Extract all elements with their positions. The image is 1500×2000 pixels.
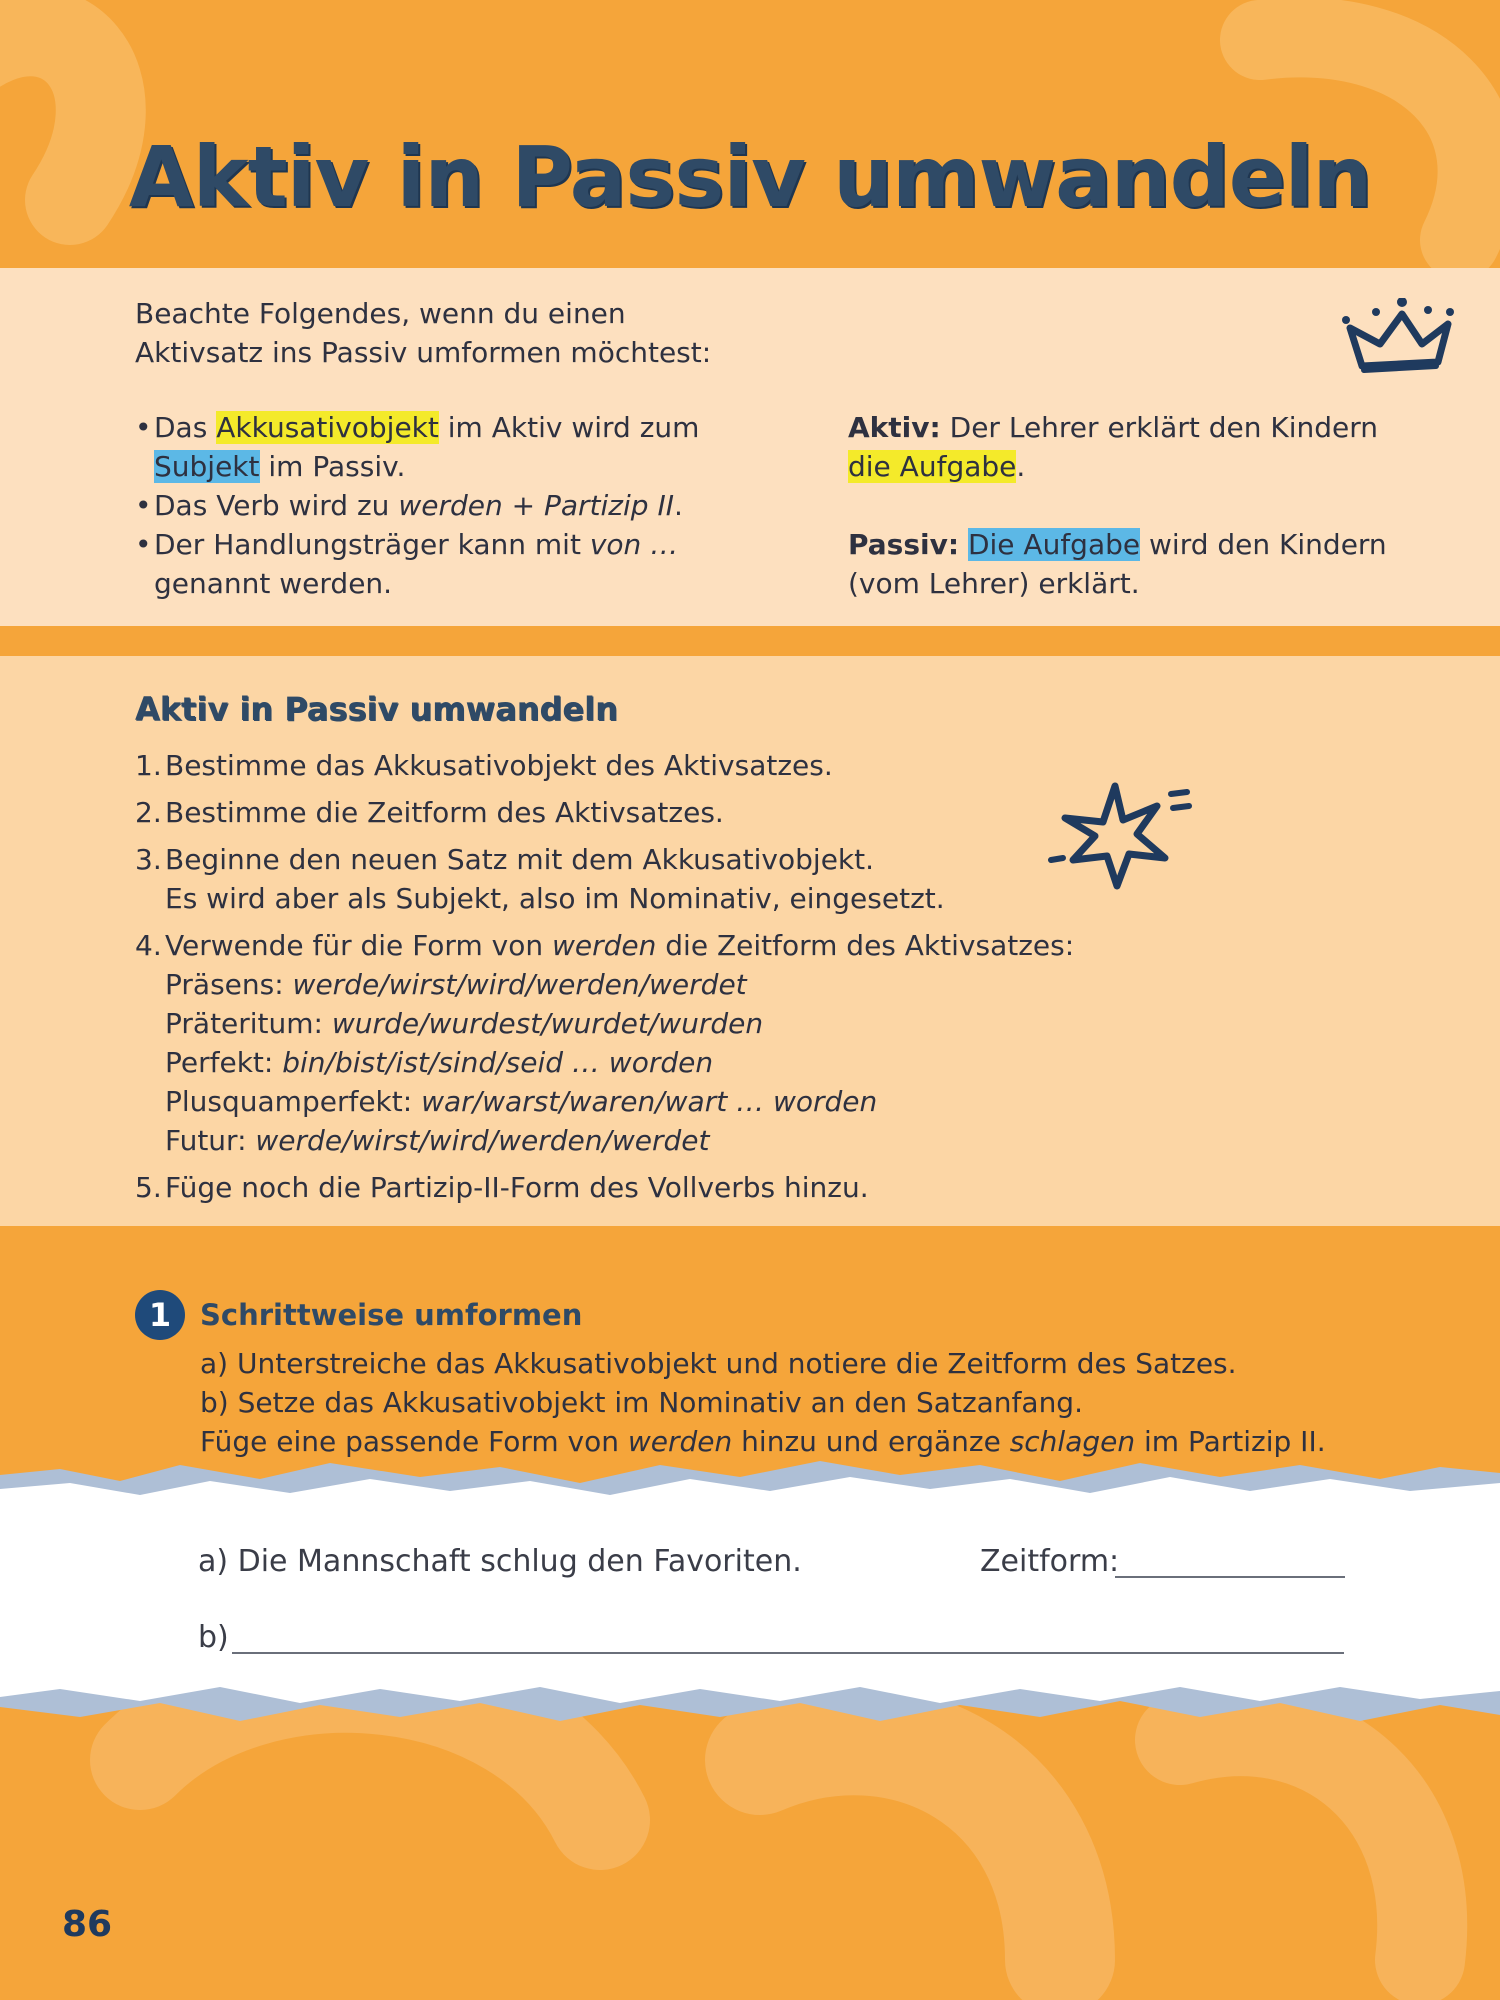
star-burst-icon	[1045, 776, 1195, 896]
rule-item: • Der Handlungsträger kann mit von … genannt werden.	[135, 525, 735, 603]
zeitform-answer-line[interactable]	[1115, 1576, 1345, 1578]
step-list	[135, 746, 1135, 1215]
zeitform-label: Zeitform:	[980, 1544, 1120, 1579]
tense-perfekt: Perfekt: bin/bist/ist/sind/seid … worden	[165, 1046, 714, 1079]
instruction-b: b) Setze das Akkusativobjekt im Nominativ an den Satzanfang.	[200, 1386, 1083, 1419]
exercise-label-b: b)	[198, 1620, 229, 1655]
rule-item: • Das Verb wird zu werden + Partizip II.	[135, 486, 735, 525]
tense-praeteritum: Präteritum: wurde/wurdest/wurdet/wurden	[165, 1007, 764, 1040]
intro-line: Aktivsatz ins Passiv umformen möchtest:	[135, 336, 712, 369]
highlight-subjekt: Subjekt	[154, 450, 260, 483]
step-item: 5. Füge noch die Partizip-II-Form des Vollverbs hinzu.	[135, 1171, 869, 1204]
task-instructions	[200, 1344, 1400, 1461]
info-box	[0, 268, 1500, 626]
crown-icon	[1340, 298, 1455, 378]
step-item: 2. Bestimme die Zeitform des Aktivsatzes.	[135, 796, 724, 829]
instruction-c: Füge eine passende Form von werden hinzu und ergänze schlagen im Partizip II.	[200, 1425, 1326, 1458]
steps-box	[0, 656, 1500, 1226]
passiv-example: Passiv: Die Aufgabe wird den Kindern (vom Lehrer) erklärt.	[848, 528, 1387, 600]
step-item: 4. Verwende für die Form von werden die Zeitform des Aktivsatzes: Präsens: werde/wirst/wird/werden/werdet Präteritum: wurde/wurdest/wurdet/wurden Perfekt: bin/bist/ist/sind/seid … worden Plusquamperfekt: war/warst/waren/wart … worden Futur: werde/wirst/wird/werden/werdet	[135, 926, 1135, 1160]
highlight-aufgabe: die Aufgabe	[848, 450, 1017, 483]
answer-line-b[interactable]	[232, 1652, 1344, 1654]
aktiv-example: Aktiv: Der Lehrer erklärt den Kindern die Aufgabe.	[848, 411, 1379, 483]
info-intro	[135, 294, 735, 372]
rule-list	[135, 408, 735, 603]
exercise-sentence-a: a) Die Mannschaft schlug den Favoriten.	[198, 1544, 802, 1579]
steps-title: Aktiv in Passiv umwandeln	[135, 690, 618, 728]
tense-praesens: Präsens: werde/wirst/wird/werden/werdet	[165, 968, 747, 1001]
instruction-a: a) Unterstreiche das Akkusativobjekt und notiere die Zeitform des Satzes.	[200, 1347, 1237, 1380]
intro-line: Beachte Folgendes, wenn du einen	[135, 297, 626, 330]
page-number: 86	[62, 1904, 113, 1945]
example-box	[848, 408, 1408, 642]
step-item: 1. Bestimme das Akkusativobjekt des Aktivsatzes.	[135, 749, 833, 782]
page-title: Aktiv in Passiv umwandeln	[128, 128, 1372, 226]
highlight-akkusativobjekt: Akkusativobjekt	[216, 411, 439, 444]
tense-plusquamperfekt: Plusquamperfekt: war/warst/waren/wart … worden	[165, 1085, 878, 1118]
torn-paper-strip	[0, 1455, 1500, 1730]
step-item: 3. Beginne den neuen Satz mit dem Akkusativobjekt. Es wird aber als Subjekt, also im Nominativ, eingesetzt.	[135, 843, 945, 915]
task-title: Schrittweise umformen	[200, 1298, 583, 1332]
highlight-aufgabe-subjekt: Die Aufgabe	[967, 528, 1141, 561]
rule-item: • Das Akkusativobjekt im Aktiv wird zum Subjekt im Passiv.	[135, 408, 735, 486]
tense-futur: Futur: werde/wirst/wird/werden/werdet	[165, 1124, 710, 1157]
task-number-badge: 1	[135, 1290, 185, 1340]
